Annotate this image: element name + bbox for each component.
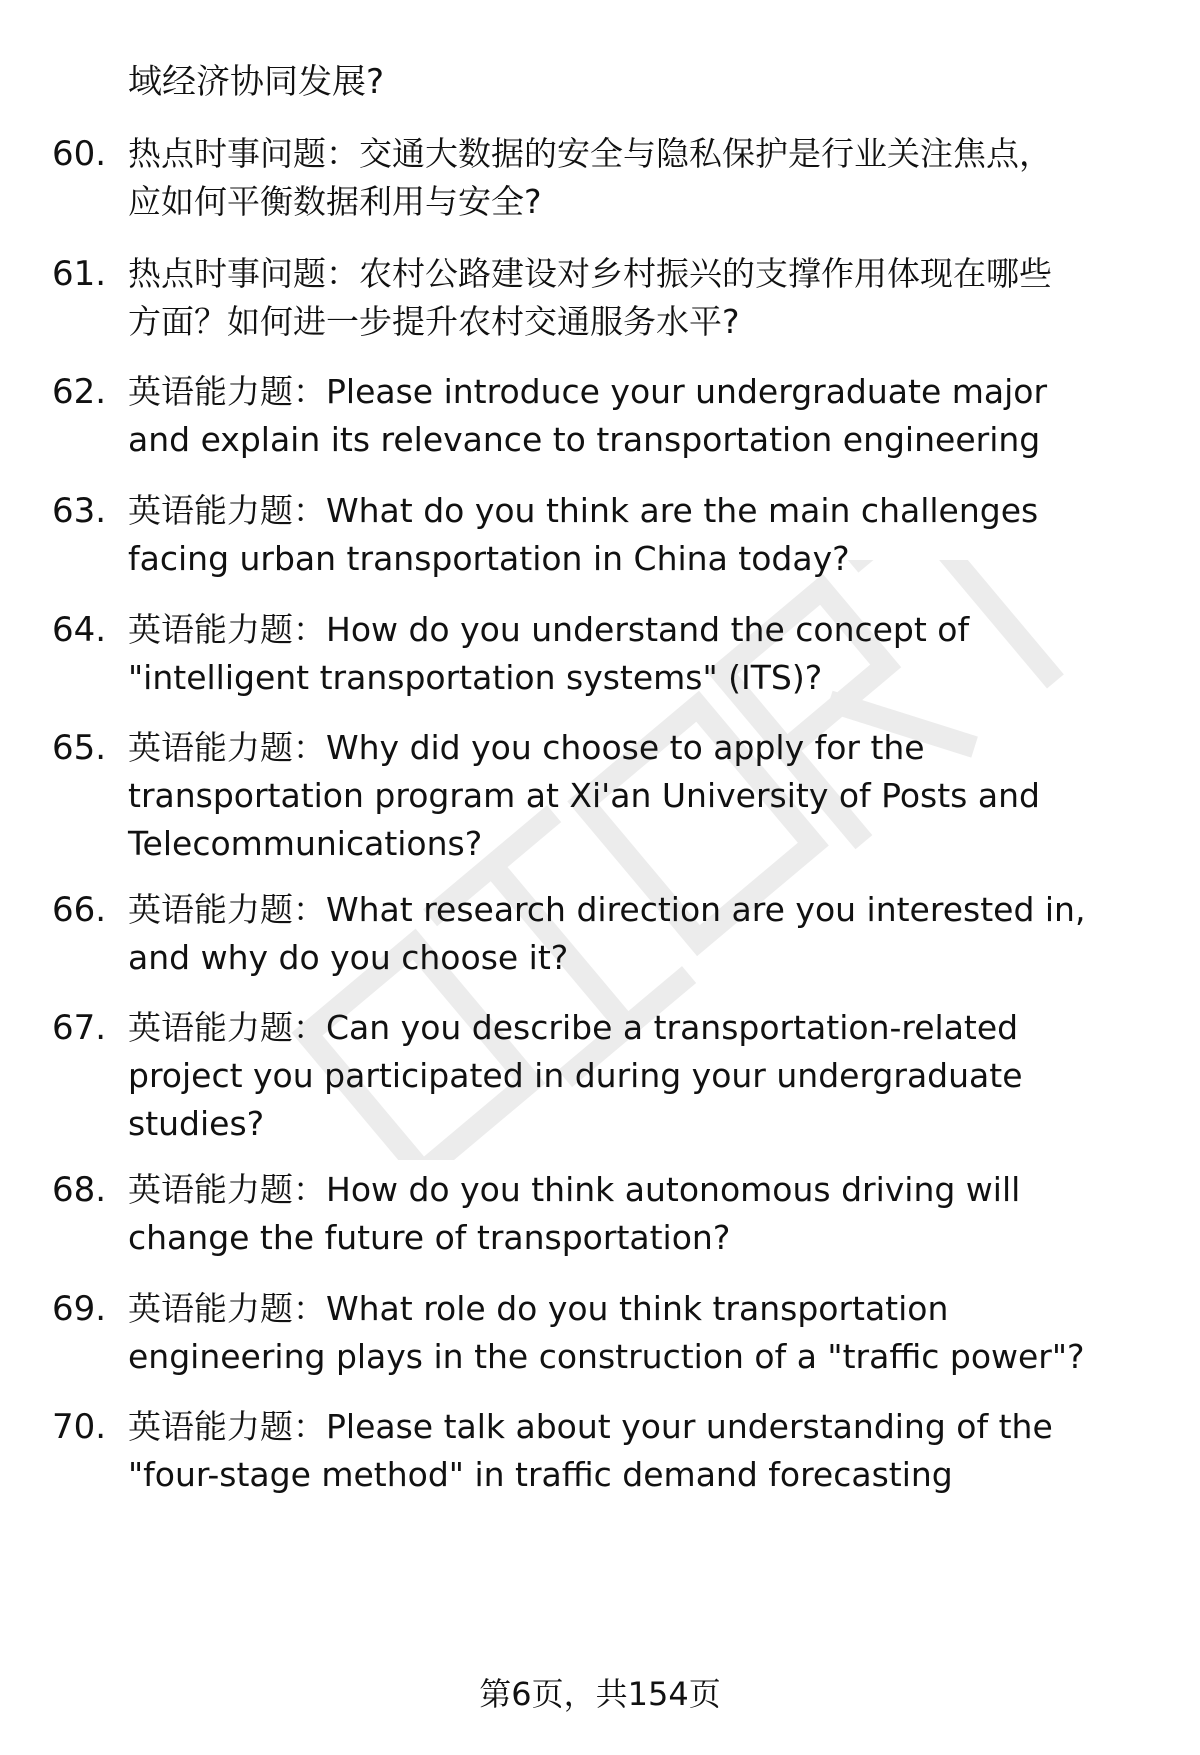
question-text [128,1285,1138,1381]
question-text-line: transportation program at Xi'an University of Posts and [128,776,1040,815]
question-number: 66. [52,890,107,930]
question-text-line: 热点时事问题：交通大数据的安全与隐私保护是行业关注焦点， [128,134,1052,173]
question-text-line: 英语能力题：How do you understand the concept of [128,610,970,649]
question-text-line: "four-stage method" in traffic demand forecasting [128,1455,953,1494]
question-text-line: 英语能力题：What do you think are the main challenges [128,491,1039,530]
question-number: 65. [52,728,107,768]
question-number: 62. [52,372,107,412]
question-text [128,724,1138,868]
question-text-line: 英语能力题：Can you describe a transportation-related [128,1008,1019,1047]
question-text-line: studies? [128,1104,265,1143]
question-text-line: facing urban transportation in China today? [128,539,850,578]
question-number: 67. [52,1008,107,1048]
question-text [128,368,1138,464]
question-text-line: 英语能力题：What research direction are you interested in, [128,890,1086,929]
question-number: 70. [52,1407,107,1447]
question-text [128,130,1138,226]
question-number: 63. [52,491,107,531]
question-text-line: and why do you choose it? [128,938,569,977]
question-number: 68. [52,1170,107,1210]
question-text-line: and explain its relevance to transportation engineering [128,420,1041,459]
question-text-line: "intelligent transportation systems" (ITS)? [128,658,823,697]
question-text [128,606,1138,702]
question-text-line: engineering plays in the construction of a "traffic power"? [128,1337,1085,1376]
question-text-line: change the future of transportation? [128,1218,731,1257]
question-text-line: 英语能力题：What role do you think transportation [128,1289,949,1328]
question-text [128,487,1138,583]
question-text-line: 英语能力题：Please talk about your understanding of the [128,1407,1053,1446]
question-text-line: project you participated in during your undergraduate [128,1056,1023,1095]
question-number: 61. [52,254,107,294]
question-text [128,1166,1138,1262]
question-text-line: Telecommunications? [128,824,483,863]
question-number: 60. [52,134,107,174]
question-text-line: 英语能力题：Please introduce your undergraduate major [128,372,1048,411]
question-number: 64. [52,610,107,650]
question-text [128,886,1138,982]
continued-question-text: 域经济协同发展? [128,62,385,102]
question-text [128,1004,1138,1148]
page-number-footer: 第6页，共154页 [479,1675,721,1713]
question-text-line: 热点时事问题：农村公路建设对乡村振兴的支撑作用体现在哪些 [128,254,1052,293]
question-text [128,1403,1138,1499]
question-text-line: 应如何平衡数据利用与安全? [128,182,542,221]
question-text [128,250,1138,346]
question-text-line: 英语能力题：How do you think autonomous driving will [128,1170,1021,1209]
question-text-line: 英语能力题：Why did you choose to apply for the [128,728,925,767]
question-text-line: 方面？如何进一步提升农村交通服务水平? [128,302,740,341]
question-number: 69. [52,1289,107,1329]
